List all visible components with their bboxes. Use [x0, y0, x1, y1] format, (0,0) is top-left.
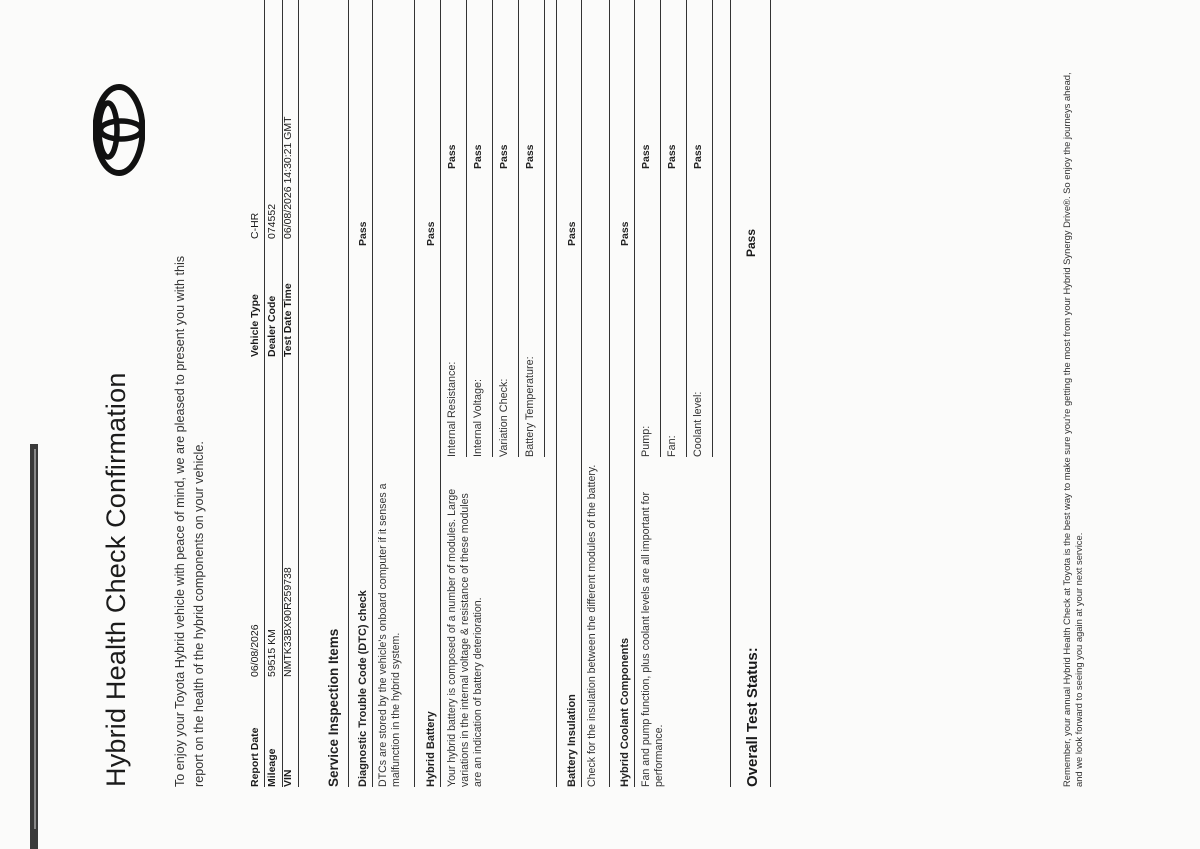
coolant-description: Fan and pump function, plus coolant levels are all important for performance.: [640, 491, 665, 787]
battery-check-label: Battery Temperature:: [524, 356, 536, 457]
coolant-check-status: Pass: [640, 144, 652, 169]
overall-status-value: Pass: [744, 228, 758, 257]
meta-divider: [264, 0, 265, 787]
section-title: Service Inspection Items: [326, 628, 341, 787]
item-divider: [609, 0, 610, 787]
report-date-label: Report Date: [249, 727, 261, 787]
vehicle-type-value: C-HR: [249, 212, 261, 239]
check-divider: [712, 0, 713, 457]
battery-check-status: Pass: [524, 144, 536, 169]
battery-check-label: Variation Check:: [498, 378, 510, 457]
item-divider: [556, 0, 557, 787]
insulation-description: Check for the insulation between the different modules of the battery.: [586, 464, 598, 787]
check-divider: [518, 0, 519, 457]
dtc-description: DTCs are stored by the vehicle's onboard computer if it senses a malfunction in the hybrid system.: [377, 483, 402, 787]
toyota-emblem-icon: [93, 84, 145, 176]
dealer-code-label: Dealer Code: [266, 295, 278, 357]
coolant-check-status: Pass: [666, 144, 678, 169]
item-divider: [634, 0, 635, 787]
item-divider: [730, 0, 731, 787]
vin-label: VIN: [282, 769, 294, 787]
battery-check-status: Pass: [498, 144, 510, 169]
coolant-check-label: Pump:: [640, 425, 652, 457]
battery-check-status: Pass: [472, 144, 484, 169]
scan-edge-mark-faint: [34, 449, 36, 829]
battery-check-label: Internal Resistance:: [446, 361, 458, 457]
footer-note: Remember, your annual Hybrid Health Check at Toyota is the best way to make sure you're getting the most from your Hybrid Synergy Drive®. So enjoy the journeys ahead, and we look forward to seeing you again at your next service.: [1061, 72, 1084, 787]
coolant-title: Hybrid Coolant Components: [619, 637, 631, 787]
coolant-check-label: Coolant level:: [692, 391, 704, 457]
mileage-label: Mileage: [266, 748, 278, 787]
test-datetime-label: Test Date Time: [282, 283, 294, 357]
battery-check-status: Pass: [446, 144, 458, 169]
insulation-status: Pass: [566, 221, 578, 246]
section-divider: [348, 0, 349, 787]
meta-divider: [298, 0, 299, 787]
dealer-code-value: 074552: [266, 203, 278, 239]
battery-status: Pass: [425, 221, 437, 246]
mileage-value: 59515 KM: [266, 629, 278, 677]
test-datetime-value: 06/08/2026 14:30:21 GMT: [282, 116, 294, 239]
intro-paragraph: To enjoy your Toyota Hybrid vehicle with peace of mind, we are pleased to present you with this report on the health of the hybrid components on your vehicle.: [173, 255, 206, 787]
check-divider: [544, 0, 545, 457]
check-divider: [466, 0, 467, 457]
overall-divider: [770, 0, 771, 787]
vin-value: NMTK33BX90R259738: [282, 567, 294, 677]
vehicle-type-label: Vehicle Type: [249, 294, 261, 357]
battery-title: Hybrid Battery: [425, 711, 437, 787]
dtc-title: Diagnostic Trouble Code (DTC) check: [357, 590, 369, 787]
battery-check-label: Internal Voltage:: [472, 378, 484, 457]
item-divider: [414, 0, 415, 787]
coolant-status: Pass: [619, 221, 631, 246]
overall-status-label: Overall Test Status:: [744, 647, 761, 787]
report-date-value: 06/08/2026: [249, 624, 261, 677]
dtc-status: Pass: [357, 221, 369, 246]
check-divider: [686, 0, 687, 457]
document-title: Hybrid Health Check Confirmation: [101, 372, 131, 787]
coolant-check-label: Fan:: [666, 435, 678, 457]
item-divider: [440, 0, 441, 787]
insulation-title: Battery Insulation: [566, 694, 578, 787]
item-divider: [372, 0, 373, 787]
item-divider: [581, 0, 582, 787]
check-divider: [492, 0, 493, 457]
battery-description: Your hybrid battery is composed of a number of modules. Large variations in the internal voltage & resistance of these modules are an indication of battery deterioration.: [446, 488, 484, 787]
coolant-check-status: Pass: [692, 144, 704, 169]
check-divider: [660, 0, 661, 457]
